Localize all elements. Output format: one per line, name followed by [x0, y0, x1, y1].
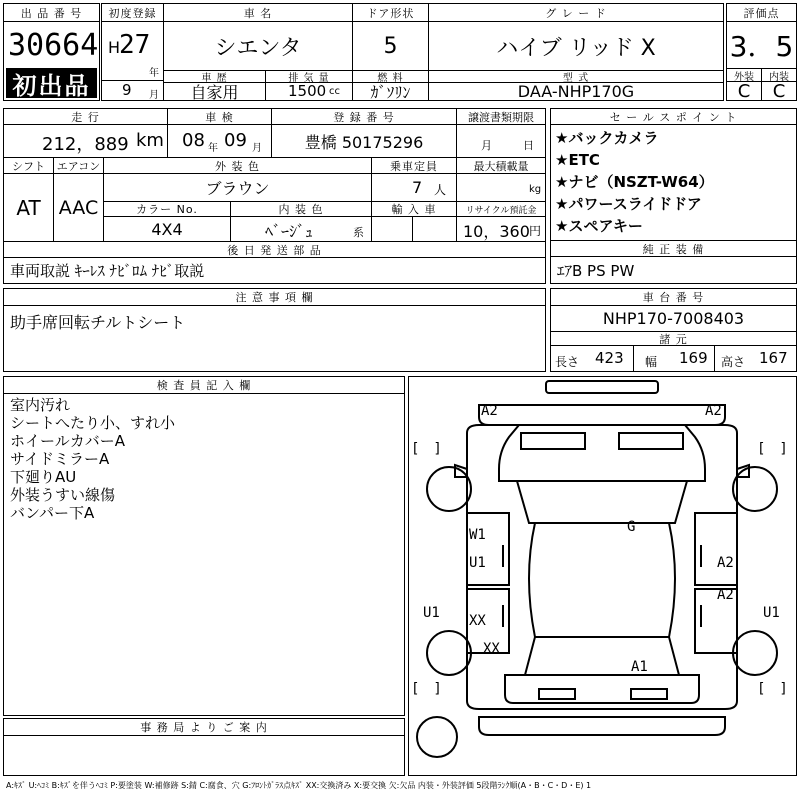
mileage-unit: km [136, 130, 164, 151]
mark-xx-1: XX [469, 613, 486, 629]
wheel-rear-left [427, 631, 471, 675]
inspection-cell [168, 125, 272, 157]
year-value: 27 [119, 30, 151, 60]
door-value: 5 [353, 22, 429, 70]
spare-wheel [417, 717, 457, 757]
model-label: 型 式 [429, 70, 723, 83]
left-headlight [521, 433, 585, 449]
chassis-box [550, 288, 797, 372]
wheel-front-right [733, 467, 777, 511]
interior-color-unit: 系 [353, 226, 364, 239]
inspector-lines [10, 396, 175, 522]
mileage-value: 212，889 [42, 134, 129, 155]
mark-bracket-bottom-left: [ ] [411, 681, 442, 697]
inspector-line: 室内汚れ [10, 396, 71, 414]
fuel-value: ｶﾞｿﾘﾝ [353, 83, 429, 100]
inspection-label: 車 検 [168, 109, 272, 125]
year-unit: 年 [149, 68, 159, 79]
height-value: 167 [759, 349, 788, 367]
mark-a2-right-2: A2 [717, 587, 734, 603]
body-outline [467, 425, 737, 709]
inspector-line: シートへたり小、すれ小 [10, 414, 176, 432]
car-name: シエンタ [164, 22, 353, 70]
later-parts-value: 車両取説 ｷｰﾚｽ ﾅﾋﾞﾛﾑ ﾅﾋﾞ取説 [10, 262, 205, 280]
aircon-label: エアコン [54, 158, 104, 174]
sales-points-box [550, 108, 797, 241]
color-no-label: カラー No. [104, 202, 231, 217]
details-box [3, 108, 546, 258]
car-diagram [409, 377, 796, 775]
inspector-line: ホイールカバーA [10, 432, 125, 450]
later-parts-label: 後 日 発 送 部 品 [227, 243, 322, 257]
width-value: 169 [679, 349, 708, 367]
front-bumper-rect [546, 381, 658, 393]
sales-points-label: セ ー ル ス ポ イ ン ト [551, 109, 796, 125]
import-label: 輸 入 車 [372, 202, 457, 217]
mark-xx-2: XX [483, 641, 500, 657]
inspection-year: 08 [182, 130, 205, 151]
rear-outline [505, 675, 699, 703]
capacity-cell [372, 174, 457, 202]
load-unit: kg [529, 184, 542, 195]
mark-bracket-bottom-right: [ ] [757, 681, 788, 697]
transfer-label: 譲渡書類期限 [457, 109, 545, 125]
chassis-value: NHP170-7008403 [551, 306, 796, 332]
first-listing-badge: 初出品 [6, 68, 97, 98]
length-label: 長さ [555, 355, 580, 369]
legend: A:ｷｽﾞ U:ﾍｺﾐ B:ｷｽﾞを伴うﾍｺﾐ P:要塗装 W:補修跡 S:錆 C:腐食、穴 G:ﾌﾛﾝﾄｶﾞﾗｽ点ｷｽﾞ XX:交換済み X:要交換 欠:欠品 内装・外装評価 5段階ﾗﾝｸ順(A・B・C・D・E) 1 [6, 781, 592, 790]
sales-point-item: ★ETC [555, 151, 600, 169]
score-box [726, 3, 797, 101]
mark-u1-right: U1 [763, 605, 780, 621]
car-diagram-box [408, 376, 797, 776]
interior-color-cell [231, 217, 372, 241]
lot-number: 30664 [8, 27, 99, 63]
header-main-box [101, 3, 724, 101]
office-label: 事 務 局 よ り ご 案 内 [4, 719, 404, 736]
shift-value: AT [4, 174, 54, 241]
width-label: 幅 [645, 355, 658, 369]
mark-w1: W1 [469, 527, 486, 543]
notes-value: 助手席回転チルトシート [10, 313, 186, 332]
later-parts-box [3, 257, 546, 284]
interior-color-label: 内 装 色 [231, 202, 372, 217]
inspector-line: サイドミラーA [10, 450, 110, 468]
rear-bumper-outline [479, 717, 725, 735]
month-cell [102, 80, 164, 100]
month-unit: 月 [149, 90, 159, 101]
inspection-year-unit: 年 [208, 143, 218, 154]
inspector-line: 下廻りAU [10, 468, 77, 486]
model-value: DAA-NHP170G [517, 83, 635, 100]
first-reg-cell [102, 22, 164, 80]
wheel-front-left [427, 467, 471, 511]
inspection-month: 09 [224, 130, 247, 151]
mark-bracket-left: [ ] [411, 441, 442, 457]
grade-value: ハイブ リッド X [496, 35, 656, 61]
import-cell [372, 217, 457, 241]
recycle-unit: 円 [529, 224, 542, 238]
exterior-label: 外装 [727, 68, 762, 82]
mark-a2-top-left: A2 [481, 403, 498, 419]
interior-color-value: ﾍﾞｰｼﾞｭ [265, 222, 314, 241]
displacement-cell [266, 83, 353, 100]
sales-point-item: ★バックカメラ [555, 129, 659, 147]
inspector-line: バンパー下A [10, 504, 95, 522]
inspection-month-unit: 月 [252, 143, 262, 154]
office-box [3, 718, 405, 776]
inspector-line: 外装うすい線傷 [10, 486, 116, 504]
mark-a2-door-right: A2 [717, 555, 734, 571]
sales-point-item: ★パワースライドドア [555, 195, 702, 213]
notes-label: 注 意 事 項 欄 [4, 289, 545, 306]
mileage-label: 走 行 [4, 109, 168, 125]
specs-label: 諸 元 [551, 332, 796, 346]
color-no-value: 4X4 [104, 217, 231, 241]
interior-value: C [772, 82, 786, 100]
car-name-label: 車 名 [164, 4, 353, 22]
sales-points-list [555, 127, 714, 237]
mark-u1-left: U1 [423, 605, 440, 621]
wheel-rear-right [733, 631, 777, 675]
equipment-box [550, 240, 797, 284]
front-bumper-outline [479, 405, 725, 425]
length-value: 423 [595, 349, 624, 367]
mark-bracket-right: [ ] [757, 441, 788, 457]
era: H [108, 38, 121, 57]
reg-label: 登 録 番 号 [272, 109, 457, 125]
height-label: 高さ [721, 355, 746, 369]
rear-plate-left [539, 689, 575, 699]
equipment-value: ｴｱB PS PW [557, 261, 635, 280]
specs-row [551, 346, 796, 371]
capacity-value: 7 [412, 178, 423, 197]
exterior-value: C [727, 82, 762, 100]
history-value: 自家用 [164, 83, 266, 100]
history-label: 車 歴 [164, 70, 266, 83]
rear-window [525, 637, 679, 675]
displacement-unit: cc [329, 86, 340, 97]
equipment-label: 純 正 装 備 [551, 241, 796, 257]
transfer-cell [457, 125, 545, 157]
recycle-value: 10，360 [463, 222, 530, 241]
inspector-label: 検 査 員 記 入 欄 [4, 377, 404, 394]
fuel-label: 燃 料 [353, 70, 429, 83]
mark-a2-top-right: A2 [705, 403, 722, 419]
capacity-unit: 人 [434, 183, 447, 197]
inspector-box [3, 376, 405, 716]
mark-g: G [627, 519, 636, 535]
sales-point-item: ★スペアキー [555, 217, 643, 235]
mark-a1: A1 [631, 659, 648, 675]
right-headlight [619, 433, 683, 449]
load-cell [457, 174, 545, 202]
sales-point-item: ★ナビ（NSZT-W64） [555, 173, 714, 191]
lot-box [3, 3, 100, 101]
month-value: 9 [122, 81, 132, 99]
color-label: 外 装 色 [104, 158, 372, 174]
displacement-label: 排 気 量 [266, 70, 353, 83]
load-label: 最大積載量 [457, 158, 545, 174]
rear-plate-right [631, 689, 667, 699]
reg-value: 豊橋 50175296 [272, 125, 457, 157]
score-label: 評価点 [727, 4, 796, 22]
first-reg-label: 初度登録 [102, 4, 164, 22]
mileage-cell [4, 125, 168, 157]
transfer-day-unit: 日 [523, 139, 534, 152]
grade-label: グ レ ー ド [429, 4, 723, 22]
shift-label: シフト [4, 158, 54, 174]
roof [529, 523, 675, 637]
windshield [517, 481, 687, 523]
recycle-label: リサイクル預託金 [457, 202, 545, 217]
aircon-value: AAC [54, 174, 104, 241]
lot-label: 出 品 番 号 [4, 4, 99, 22]
door-label: ドア形状 [353, 4, 429, 22]
interior-label: 内装 [762, 68, 796, 82]
chassis-label: 車 台 番 号 [551, 289, 796, 306]
mark-u1-door: U1 [469, 555, 486, 571]
recycle-cell [457, 217, 545, 241]
capacity-label: 乗車定員 [372, 158, 457, 174]
notes-box [3, 288, 546, 372]
displacement-value: 1500 [288, 82, 327, 100]
transfer-month-unit: 月 [481, 139, 492, 152]
score-value: 3．5 [729, 30, 794, 63]
color-value: ブラウン [104, 174, 372, 202]
